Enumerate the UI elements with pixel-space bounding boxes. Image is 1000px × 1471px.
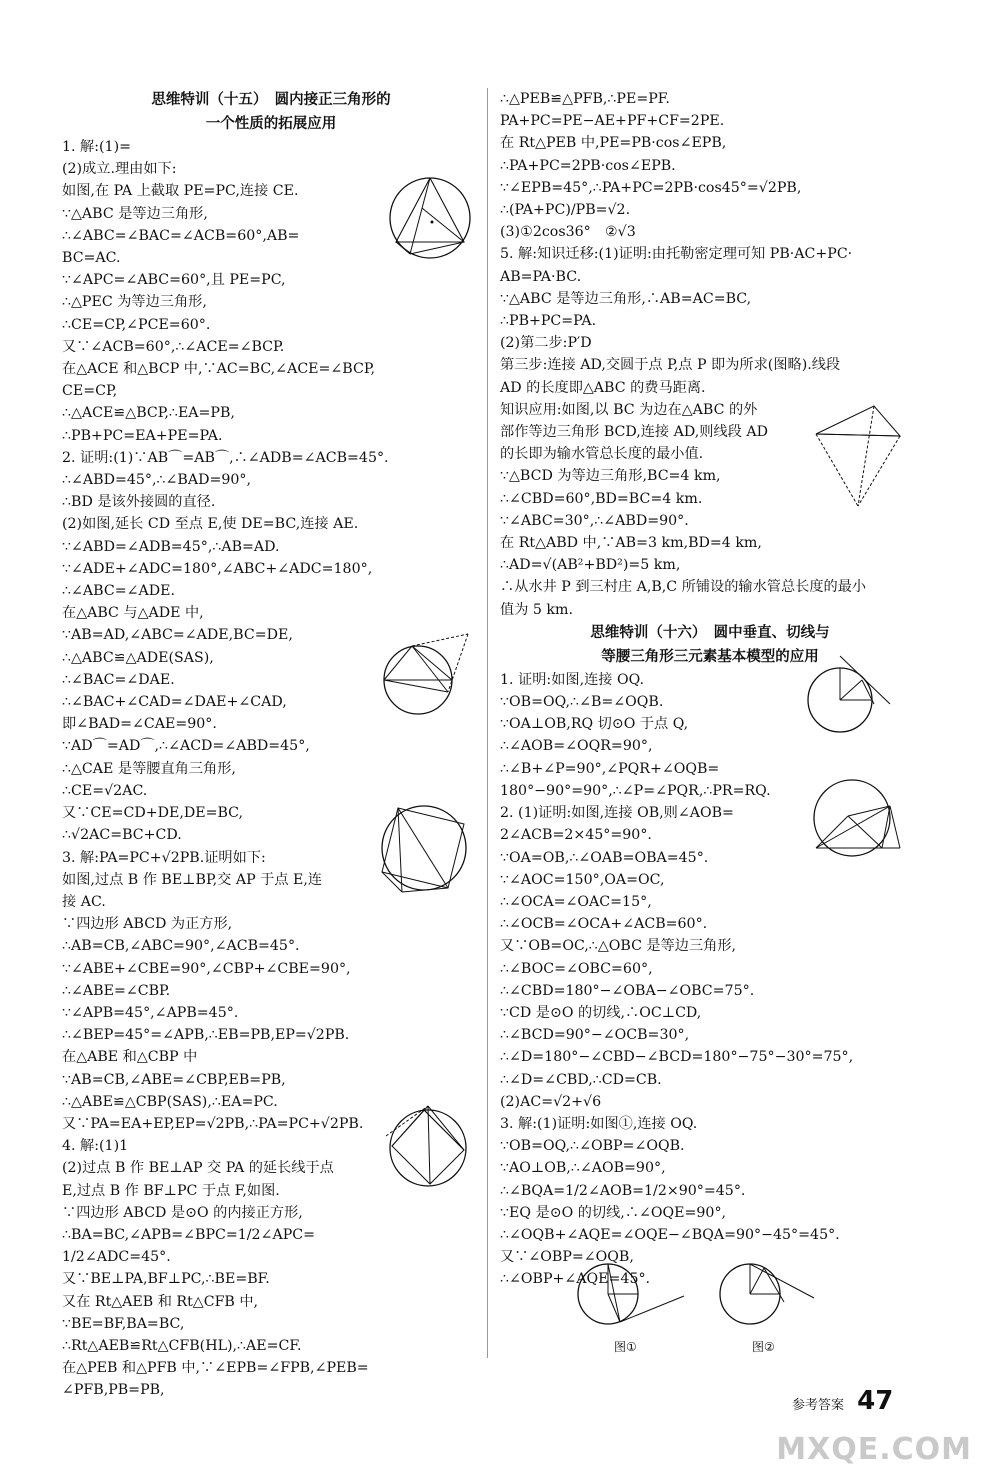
solution-line: ∵EQ 是⊙O 的切线,∴∠OQE=90°, (500, 1204, 727, 1221)
solution-line: ∠PFB,PB=PB, (62, 1382, 165, 1399)
solution-line: ∵∠ABD=∠ADB=45°,∴AB=AD. (62, 538, 280, 555)
figure-16-problem2 (808, 776, 908, 862)
solution-line: 1. 解:(1)= (62, 139, 131, 155)
solution-line: ∴∠AOB=∠OQR=90°, (500, 738, 653, 755)
solution-line: ∴∠ABD=45°,∴∠BAD=90°, (62, 472, 252, 489)
solution-line: ∵四边形 ABCD 为正方形, (62, 916, 233, 933)
solution-line: 又∵∠ACB=60°,∴∠ACE=∠BCP. (62, 338, 285, 355)
right-solutions-top (500, 88, 920, 621)
figure-caption-2: 图② (752, 1340, 775, 1354)
section-title-16-line2: 等腰三角形三元素基本模型的应用 (601, 648, 819, 665)
solution-line: ∴∠B+∠P=90°,∠PQR+∠OQB= (500, 760, 720, 777)
solution-line: ∵∠ABC=30°,∴∠ABD=90°. (500, 512, 689, 529)
solution-line: 1/2∠ADC=45°. (62, 1249, 171, 1266)
watermark-text: MXQE.COM (776, 1432, 972, 1467)
solution-line: 第三步:连接 AD,交圆于点 P,点 P 即为所求(图略).线段 (500, 357, 841, 374)
solution-line: 如图,在 PA 上截取 PE=PC,连接 CE. (62, 183, 299, 200)
solution-line: (2)成立.理由如下: (62, 161, 177, 178)
figure-problem2-circle (372, 628, 480, 728)
figure-problem3-square (372, 800, 476, 900)
solution-line: ∴∠BQA=1/2∠AOB=1/2×90°=45°. (500, 1182, 746, 1199)
solution-line: ∴PB+PC=EA+PE=PA. (62, 427, 223, 444)
solution-line: 180°−90°=90°,∴∠P=∠PQR,∴PR=RQ. (500, 782, 771, 799)
solution-line: 2∠ACB=2×45°=90°. (500, 827, 652, 844)
solution-line: 的长即为输水管总长度的最小值. (500, 446, 704, 463)
solution-line: (3)①2cos36° ②√3 (500, 224, 636, 241)
solution-line: ∵∠AOC=150°,OA=OC, (500, 871, 665, 888)
solution-line: ∵四边形 ABCD 是⊙O 的内接正方形, (62, 1204, 303, 1221)
solution-line: 3. 解:PA=PC+√2PB.证明如下: (62, 849, 266, 866)
solution-line: ∵CD 是⊙O 的切线,∴OC⊥CD, (500, 1004, 702, 1021)
solution-line: ∴△PEB≌△PFB,∴PE=PF. (500, 91, 670, 107)
solution-line: ∵AD⌒=AD⌒,∴∠ACD=∠ABD=45°, (62, 738, 310, 755)
solution-line: ∴CE=CP,∠PCE=60°. (62, 316, 211, 333)
solution-line: ∴BA=BC,∠APB=∠BPC=1/2∠APC= (62, 1226, 315, 1243)
solution-line: 值为 5 km. (500, 601, 573, 618)
page-footer (792, 1386, 893, 1416)
figure-16-problem1 (800, 652, 906, 742)
solution-line: E,过点 B 作 BF⊥PC 于点 F,如图. (62, 1182, 280, 1199)
solution-line: (2)第二步:P′D (500, 335, 592, 352)
solution-line: ∴∠ABC=∠ADE. (62, 583, 175, 600)
solution-line: 又∵PA=EA+EP,EP=√2PB,∴PA=PC+√2PB. (62, 1115, 364, 1132)
solution-line: 2. 证明:(1)∵AB⌒=AB⌒,∴∠ADB=∠ACB=45°. (62, 449, 389, 466)
solution-line: ∵△ABC 是等边三角形, (62, 205, 208, 222)
solution-line: 知识应用:如图,以 BC 为边在△ABC 的外 (500, 401, 758, 418)
solution-line: AB=PA·BC. (500, 268, 582, 285)
solution-line: 4. 解:(1)1 (62, 1138, 129, 1155)
solution-line: ∴∠ABE=∠CBP. (62, 982, 171, 999)
solution-line: ∴AB=CB,∠ABC=90°,∠ACB=45°. (62, 938, 300, 955)
left-solutions (62, 136, 480, 1402)
solution-line: BC=AC. (62, 250, 121, 267)
solution-line: ∴CE=√2AC. (62, 782, 148, 799)
solution-line: 部作等边三角形 BCD,连接 AD,则线段 AD (500, 424, 768, 441)
section-title-15-line1: 思维特训（十五） 圆内接正三角形的 (151, 92, 391, 108)
solution-line: ∵∠APB=45°,∠APB=45°. (62, 1004, 239, 1021)
figure-problem1-circle (384, 172, 476, 264)
solution-line: ∵AB=CB,∠ABE=∠CBP,EB=PB, (62, 1071, 286, 1088)
solution-line: 如图,过点 B 作 BE⊥BP,交 AP 于点 E,连 (62, 871, 323, 888)
solution-line: ∴∠BAC=∠DAE. (62, 671, 175, 688)
solution-line: ∵∠ABE+∠CBE=90°,∠CBP+∠CBE=90°, (62, 960, 351, 977)
solution-line: ∴∠BOC=∠OBC=60°, (500, 960, 653, 977)
solution-line: ∴∠OCB=∠OCA+∠ACB=60°. (500, 916, 708, 933)
solution-line: ∴√2AC=BC+CD. (62, 827, 182, 844)
solution-line: ∴∠CBD=180°−∠OBA−∠OBC=75°. (500, 982, 755, 999)
solution-line: ∴AD=√(AB²+BD²)=5 km, (500, 557, 681, 574)
solution-line: 又∵OB=OC,∴△OBC 是等边三角形, (500, 938, 737, 955)
solution-line: (2)过点 B 作 BE⊥AP 交 PA 的延长线于点 (62, 1160, 334, 1177)
figure-16-problem3-fig2 (714, 1256, 840, 1332)
solution-line: 在△ABE 和△CBP 中 (62, 1049, 198, 1066)
page-number: 47 (857, 1386, 894, 1416)
solution-line: ∴∠BEP=45°=∠APB,∴EB=PB,EP=√2PB. (62, 1027, 350, 1044)
solution-line: 在 Rt△ABD 中,∵AB=3 km,BD=4 km, (500, 535, 762, 552)
solution-line: ∵△ABC 是等边三角形,∴AB=AC=BC, (500, 290, 752, 307)
solution-line: ∵△BCD 为等边三角形,BC=4 km, (500, 468, 721, 485)
solution-line: ∴∠D=180°−∠CBD−∠BCD=180°−75°−30°=75°, (500, 1049, 854, 1066)
solution-line: ∴∠D=∠CBD,∴CD=CB. (500, 1071, 662, 1088)
solution-line: CE=CP, (62, 383, 118, 400)
solution-line: ∵AB=AD,∠ABC=∠ADE,BC=DE, (62, 627, 293, 644)
solution-line: 即∠BAD=∠CAE=90°. (62, 716, 217, 733)
solution-line: 3. 解:(1)证明:如图①,连接 OQ. (500, 1115, 698, 1132)
solution-line: ∴∠BAC+∠CAD=∠DAE+∠CAD, (62, 694, 287, 711)
section-title-15-line2: 一个性质的拓展应用 (205, 116, 337, 132)
solution-line: 在△PEB 和△PFB 中,∵∠EPB=∠FPB,∠PEB= (62, 1360, 369, 1377)
solution-line: ∴∠CBD=60°,BD=BC=4 km. (500, 490, 703, 507)
solution-line: ∴∠OBP+∠AQE=45°. (500, 1271, 651, 1288)
solution-line: ∴△ABE≌△CBP(SAS),∴EA=PC. (62, 1093, 278, 1110)
solution-line: 又∵CE=CD+DE,DE=BC, (62, 805, 244, 822)
column-divider (487, 88, 488, 1358)
solution-line: ∴△CAE 是等腰直角三角形, (62, 760, 236, 777)
figure-caption-1: 图① (614, 1340, 637, 1354)
solution-line: ∴Rt△AEB≌Rt△CFB(HL),∴AE=CF. (62, 1337, 302, 1354)
solution-line: ∵∠ADE+∠ADC=180°,∠ABC+∠ADC=180°, (62, 560, 373, 577)
solution-line: ∴PA+PC=2PB·cos∠EPB. (500, 157, 676, 174)
solution-line: ∴从水井 P 到三村庄 A,B,C 所铺设的输水管总长度的最小 (500, 579, 867, 596)
solution-line: 又∵BE⊥PA,BF⊥PC,∴BE=BF. (62, 1271, 270, 1288)
solution-line: ∵∠EPB=45°,∴PA+PC=2PB·cos45°=√2PB, (500, 179, 802, 196)
solution-line: ∴△PEC 为等边三角形, (62, 294, 207, 311)
solution-line: ∴PB+PC=PA. (500, 313, 597, 330)
solution-line: 在△ACE 和△BCP 中,∵AC=BC,∠ACE=∠BCP, (62, 361, 376, 378)
solution-line: 5. 解:知识迁移:(1)证明:由托勒密定理可知 PB·AC+PC· (500, 246, 853, 263)
solution-line: ∴(PA+PC)/PB=√2. (500, 202, 631, 219)
figure-problem4-square (378, 1100, 474, 1194)
left-column (62, 88, 480, 1402)
solution-line: ∴∠OCA=∠OAC=15°, (500, 893, 652, 910)
solution-line: ∵OB=OQ,∴∠B=∠OQB. (500, 694, 664, 711)
solution-line: ∵AO⊥OB,∴∠AOB=90°, (500, 1160, 666, 1177)
solution-line: AD 的长度即△ABC 的费马距离. (500, 379, 706, 396)
solution-line: ∵∠APC=∠ABC=60°,且 PE=PC, (62, 272, 286, 289)
section-title-16-line1: 思维特训（十六） 圆中垂直、切线与 (590, 624, 830, 641)
solution-line: ∴∠ABC=∠BAC=∠ACB=60°,AB= (62, 227, 300, 244)
solution-line: ∵BE=BF,BA=BC, (62, 1315, 185, 1332)
solution-line: PA+PC=PE−AE+PF+CF=2PE. (500, 113, 725, 130)
solution-line: 1. 证明:如图,连接 OQ. (500, 671, 645, 688)
solution-line: ∵OA⊥OB,RQ 切⊙O 于点 Q, (500, 716, 689, 733)
solution-line: (2)如图,延长 CD 至点 E,使 DE=BC,连接 AE. (62, 516, 359, 533)
figure-problem5-fermat (808, 402, 912, 514)
solution-line: 又∵∠OBP=∠OQB, (500, 1249, 634, 1266)
solution-line: ∵OA=OB,∴∠OAB=OBA=45°. (500, 849, 709, 866)
solution-line: 2. (1)证明:如图,连接 OB,则∠AOB= (500, 805, 734, 822)
solution-line: 在 Rt△PEB 中,PE=PB·cos∠EPB, (500, 135, 727, 152)
right-solutions-bottom (500, 669, 920, 1291)
solution-line: ∵OB=OQ,∴∠OBP=∠OQB. (500, 1138, 685, 1155)
solution-line: (2)AC=√2+√6 (500, 1093, 602, 1110)
solution-line: 在△ABC 与△ADE 中, (62, 605, 204, 622)
solution-line: ∴∠BCD=90°−∠OCB=30°, (500, 1027, 690, 1044)
solution-line: 接 AC. (62, 893, 106, 910)
solution-line: ∴∠OQB+∠AQE=∠OQE−∠BQA=90°−45°=45°. (500, 1226, 840, 1243)
solution-line: 又在 Rt△AEB 和 Rt△CFB 中, (62, 1293, 259, 1310)
solution-line: ∴△ACE≌△BCP,∴EA=PB, (62, 405, 235, 422)
solution-line: ∴△ABC≌△ADE(SAS), (62, 649, 214, 666)
footer-label: 参考答案 (792, 1398, 845, 1413)
figure-16-problem3-fig1 (574, 1256, 700, 1332)
solution-line: ∴BD 是该外接圆的直径. (62, 494, 216, 511)
